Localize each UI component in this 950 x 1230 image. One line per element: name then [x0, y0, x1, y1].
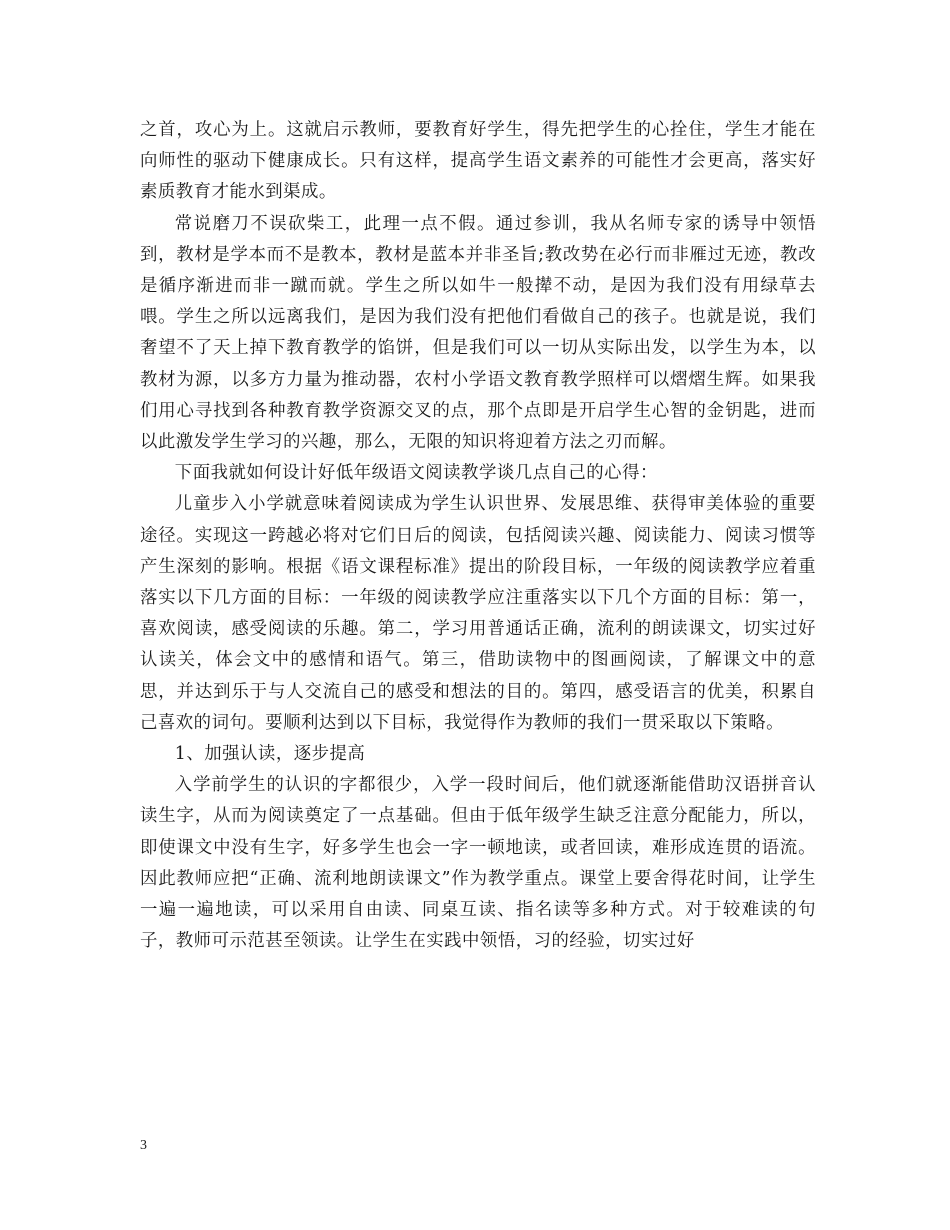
paragraph-2: 常说磨刀不误砍柴工，此理一点不假。通过参训，我从名师专家的诱导中领悟到，教材是学本而不是教本，教材是蓝本并非圣旨;教改势在必行而非雁过无迹，教改是循序渐进而非一蹴而就。学生之所以如牛一般撵不动，是因为我们没有用绿草去喂。学生之所以远离我们，是因为我们没有把他们看做自己的孩子。也就是说，我们奢望不了天上掉下教育教学的馅饼，但是我们可以一切从实际出发，以学生为本，以教材为源，以多方力量为推动器，农村小学语文教育教学照样可以熠熠生辉。如果我们用心寻找到各种教育教学资源交叉的点，那个点即是开启学生心智的金钥匙，进而以此激发学生学习的兴趣，那么，无限的知识将迎着方法之刃而解。 — [140, 213, 816, 453]
page-number: 3 — [140, 1138, 147, 1153]
paragraph-1: 之首，攻心为上。这就启示教师，要教育好学生，得先把学生的心拴住，学生才能在向师性的驱动下健康成长。只有这样，提高学生语文素养的可能性才会更高，落实好素质教育才能水到渠成。 — [140, 120, 816, 203]
section-heading-1: 1、加强认读，逐步提高 — [174, 744, 366, 765]
paragraph-3: 下面我就如何设计好低年级语文阅读教学谈几点自己的心得： — [174, 463, 658, 484]
paragraph-4: 儿童步入小学就意味着阅读成为学生认识世界、发展思维、获得审美体验的重要途径。实现这一跨越必将对它们日后的阅读，包括阅读兴趣、阅读能力、阅读习惯等产生深刻的影响。根据《语文课程标准》提出的阶段目标，一年级的阅读教学应着重落实以下几方面的目标：一年级的阅读教学应注重落实以下几个方面的目标：第一，喜欢阅读，感受阅读的乐趣。第二，学习用普通话正确，流利的朗读课文，切实过好认读关，体会文中的感情和语气。第三，借助读物中的图画阅读，了解课文中的意思，并达到乐于与人交流自己的感受和想法的目的。第四，感受语言的优美，积累自己喜欢的词句。要顺利达到以下目标，我觉得作为教师的我们一贯采取以下策略。 — [140, 494, 816, 733]
paragraph-5: 入学前学生的认识的字都很少，入学一段时间后，他们就逐渐能借助汉语拼音认读生字，从而为阅读奠定了一点基础。但由于低年级学生缺乏注意分配能力，所以，即使课文中没有生字，好多学生也会一字一顿地读，或者回读，难形成连贯的语流。因此教师应把“正确、流利地朗读课文”作为教学重点。课堂上要舍得花时间，让学生一遍一遍地读，可以采用自由读、同桌互读、指名读等多种方式。对于较难读的句子，教师可示范甚至领读。让学生在实践中领悟，习的经验，切实过好 — [140, 775, 816, 952]
document-body — [140, 115, 816, 957]
